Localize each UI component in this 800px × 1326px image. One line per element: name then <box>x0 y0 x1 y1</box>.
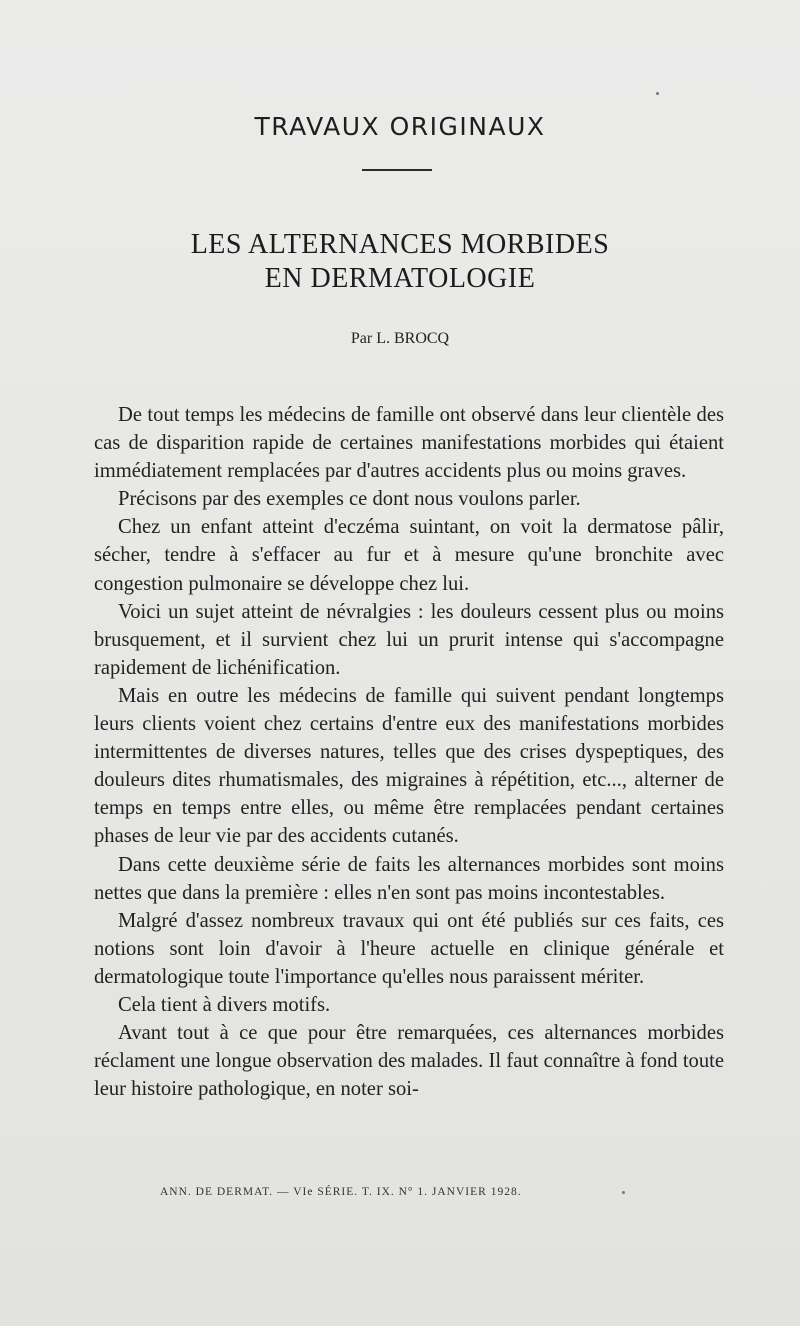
byline-author: BROCQ <box>393 330 450 347</box>
paragraph-6: Dans cette deuxième série de faits les alternances morbides sont moins nettes que dans la première : elles n'en sont pas moins incontestables. <box>94 853 724 904</box>
section-header: TRAVAUX ORIGINAUX <box>254 112 546 141</box>
paragraph-5: Mais en outre les médecins de famille qui suivent pendant longtemps leurs clients voient chez certains d'entre eux des manifestations morbides intermittentes de diverses natures, telles que des crises dyspeptiques, des douleurs dites rhumatismales, des migraines à répétition, etc..., alterner de temps en temps entre elles, ou même être remplacées pendant certaines phases de leur vie par des accidents cutanés. <box>94 684 724 848</box>
paragraph-9: Avant tout à ce que pour être remarquées, ces alternances morbides réclament une longue observation des malades. Il faut connaître à fond toute leur histoire pathologique, en noter soi- <box>94 1022 724 1101</box>
paragraph-7: Malgré d'assez nombreux travaux qui ont été publiés sur ces faits, ces notions sont loin d'avoir à l'heure actuelle en clinique générale et dermatologique toute l'importance qu'elles nous paraissent mériter. <box>94 909 724 988</box>
article-title <box>0 228 800 296</box>
speck-mark <box>622 1191 625 1194</box>
speck-mark <box>656 92 659 95</box>
header-rule <box>362 169 432 171</box>
paragraph-4: Voici un sujet atteint de névralgies : les douleurs cessent plus ou moins brusquement, et il survient chez lui un prurit intense qui s'accompagne rapidement de lichénification. <box>94 600 724 679</box>
article-body <box>94 401 724 1103</box>
paragraph-1: De tout temps les médecins de famille ont observé dans leur clientèle des cas de disparition rapide de certaines manifestations morbides qui étaient immédiatement remplacées par d'autres accidents plus ou moins graves. <box>94 404 724 483</box>
article-title-line-1: LES ALTERNANCES MORBIDES <box>190 229 610 260</box>
article-title-line-2: EN DERMATOLOGIE <box>264 263 536 294</box>
byline <box>0 330 800 348</box>
paragraph-3: Chez un enfant atteint d'eczéma suintant, on voit la dermatose pâlir, sécher, tendre à s'effacer au fur et à mesure qu'une bronchite avec congestion pulmonaire se développe chez lui. <box>94 516 724 595</box>
paragraph-2: Précisons par des exemples ce dont nous voulons parler. <box>118 488 581 511</box>
footer-citation: ANN. DE DERMAT. — VIe SÉRIE. T. IX. N° 1. JANVIER 1928. <box>160 1186 522 1198</box>
paragraph-8: Cela tient à divers motifs. <box>118 993 331 1016</box>
byline-prefix: Par L. <box>350 330 394 347</box>
